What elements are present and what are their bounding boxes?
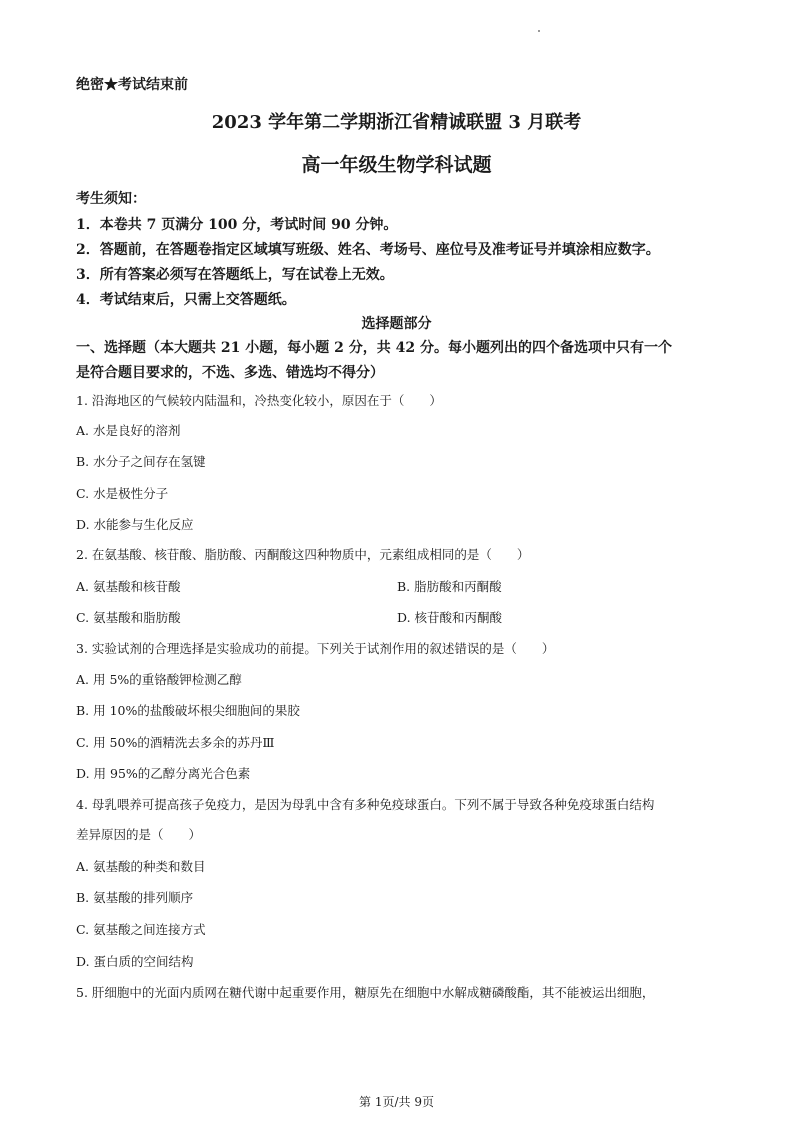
page-number: 第 1页/共 9页 [359, 1095, 434, 1109]
option-b: B. 氨基酸的排列顺序 [76, 890, 194, 905]
notice-item: 2．答题前，在答题卷指定区域填写班级、姓名、考场号、座位号及准考证号并填涂相应数字。 [76, 242, 660, 258]
option-a: A. 水是良好的溶剂 [76, 423, 181, 438]
part-instructions: 一、选择题（本大题共 21 小题，每小题 2 分，共 42 分。每小题列出的四个备选项中只有一个 [76, 340, 672, 356]
question-stem: 3. 实验试剂的合理选择是实验成功的前提。下列关于试剂作用的叙述错误的是（ ） [76, 641, 555, 656]
option-c: C. 水是极性分子 [76, 486, 169, 501]
scan-dot [538, 30, 540, 32]
option-a: A. 氨基酸和核苷酸 [76, 579, 181, 594]
option-c: C. 氨基酸之间连接方式 [76, 922, 206, 937]
section-title: 选择题部分 [361, 316, 432, 332]
part-instructions-cont: 是符合题目要求的，不选、多选、错选均不得分） [76, 365, 384, 381]
option-b: B. 水分子之间存在氢键 [76, 454, 206, 469]
question-stem: 2. 在氨基酸、核苷酸、脂肪酸、丙酮酸这四种物质中，元素组成相同的是（ ） [76, 547, 530, 562]
exam-subtitle: 高一年级生物学科试题 [301, 154, 492, 176]
option-c: C. 氨基酸和脂肪酸 [76, 610, 181, 625]
notice-heading: 考生须知： [76, 191, 146, 207]
question-stem: 1. 沿海地区的气候较内陆温和，冷热变化较小，原因在于（ ） [76, 393, 442, 408]
option-b: B. 用 10%的盐酸破坏根尖细胞间的果胶 [76, 703, 300, 718]
notice-item: 4．考试结束后，只需上交答题纸。 [76, 292, 296, 308]
option-a: A. 用 5%的重铬酸钾检测乙醇 [76, 672, 242, 687]
secret-mark: 绝密★考试结束前 [76, 77, 188, 93]
notice-item: 3．所有答案必须写在答题纸上，写在试卷上无效。 [76, 267, 394, 283]
option-b: B. 脂肪酸和丙酮酸 [397, 579, 502, 594]
question-stem-cont: 差异原因的是（ ） [76, 827, 202, 842]
option-d: D. 核苷酸和丙酮酸 [397, 610, 503, 625]
option-d: D. 蛋白质的空间结构 [76, 954, 194, 969]
option-a: A. 氨基酸的种类和数目 [76, 859, 206, 874]
notice-item: 1．本卷共 7 页满分 100 分，考试时间 90 分钟。 [76, 217, 398, 233]
exam-title: 2023 学年第二学期浙江省精诚联盟 3 月联考 [211, 112, 582, 133]
option-c: C. 用 50%的酒精洗去多余的苏丹Ⅲ [76, 735, 275, 750]
question-stem: 5. 肝细胞中的光面内质网在糖代谢中起重要作用，糖原先在细胞中水解成糖磷酸酯，其不能被运出细胞， [76, 985, 655, 1000]
question-stem: 4. 母乳喂养可提高孩子免疫力，是因为母乳中含有多种免疫球蛋白。下列不属于导致各种免疫球蛋白结构 [76, 797, 655, 812]
option-d: D. 水能参与生化反应 [76, 517, 194, 532]
option-d: D. 用 95%的乙醇分离光合色素 [76, 766, 251, 781]
